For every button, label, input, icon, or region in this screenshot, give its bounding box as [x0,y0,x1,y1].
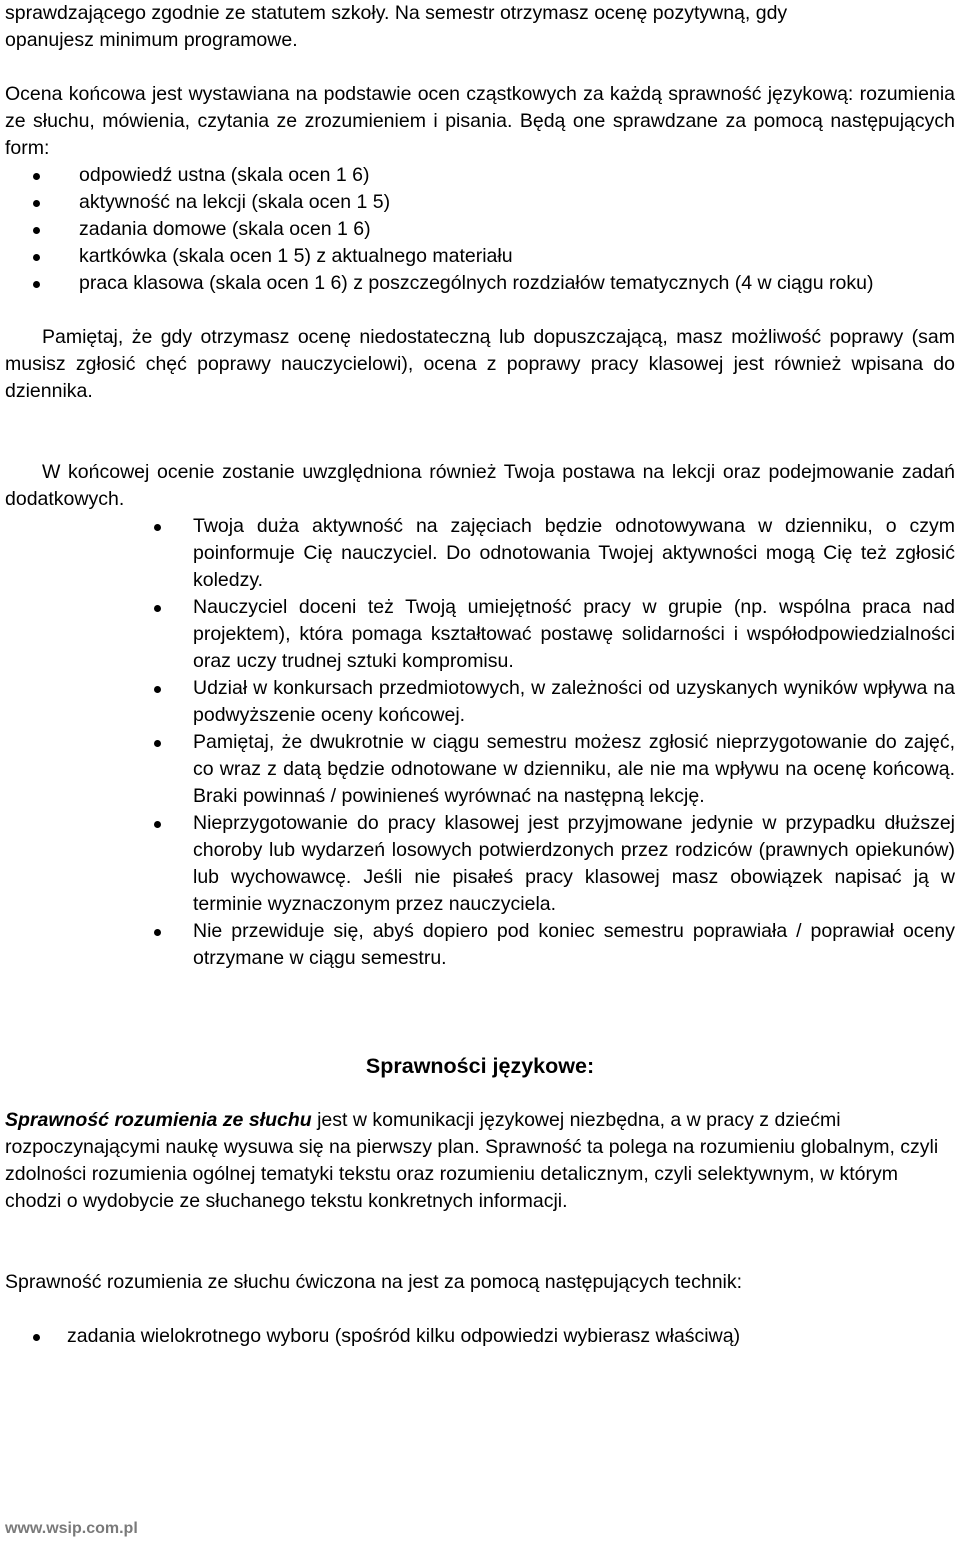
assessment-forms-list [5,162,955,297]
attitude-list [5,513,955,972]
list-item: Udział w konkursach przedmiotowych, w zależności od uzyskanych wyników wpływa na podwyższenie oceny końcowej. [5,675,955,729]
correction-note: Pamiętaj, że gdy otrzymasz ocenę niedostateczną lub dopuszczającą, masz możliwość poprawy (sam musisz zgłosić chęć poprawy nauczycielowi), ocena z poprawy pracy klasowej jest również wpisana do dziennika. [5,326,955,402]
techniques-intro: Sprawność rozumienia ze słuchu ćwiczona na jest za pomocą następujących technik: [5,1271,743,1293]
section-heading: Sprawności językowe: [365,1054,595,1078]
list-item: aktywność na lekcji (skala ocen 1 5) [5,189,955,216]
list-item: kartkówka (skala ocen 1 5) z aktualnego materiału [5,243,955,270]
list-item: Twoja duża aktywność na zajęciach będzie odnotowywana w dzienniku, o czym poinformuje Cię nauczyciel. Do odnotowania Twojej aktywności mogą Cię też zgłosić koledzy. [5,513,955,594]
listening-paragraph [5,1107,955,1215]
list-item: zadania domowe (skala ocen 1 6) [5,216,955,243]
document-page [5,0,955,1350]
list-item: zadania wielokrotnego wyboru (spośród kilku odpowiedzi wybierasz właściwą) [5,1323,955,1350]
intro-line-1: sprawdzającego zgodnie ze statutem szkoły. Na semestr otrzymasz ocenę pozytywną, gdy [5,2,788,24]
list-item: Nieprzygotowanie do pracy klasowej jest przyjmowane jedynie w przypadku dłuższej choroby lub wydarzeń losowych potwierdzonych przez rodziców (prawnych opiekunów) lub wychowawcę. Jeśli nie pisałeś pracy klasowej masz obowiązek napisać ją w terminie wyznaczonym przez nauczyciela. [5,810,955,918]
footer-url: www.wsip.com.pl [5,1520,138,1537]
list-item: Nie przewiduje się, abyś dopiero pod koniec semestru poprawiała / poprawiał oceny otrzymane w ciągu semestru. [5,918,955,972]
techniques-list [5,1323,955,1350]
attitude-intro: W końcowej ocenie zostanie uwzględniona również Twoja postawa na lekcji oraz podejmowanie zadań dodatkowych. [5,461,955,510]
listening-text: jest w komunikacji językowej niezbędna, a w pracy z dziećmi rozpoczynającymi naukę wysuwa się na pierwszy plan. Sprawność ta polega na rozumieniu globalnym, czyli zdolności rozumienia ogólnej tematyki tekstu oraz rozumieniu detalicznym, czyli selektywnym, w którym chodzi o wydobycie ze słuchanego tekstu konkretnych informacji. [5,1109,939,1212]
intro-line-2: opanujesz minimum programowe. [5,29,298,51]
list-item: odpowiedź ustna (skala ocen 1 6) [5,162,955,189]
list-item: Nauczyciel doceni też Twoją umiejętność pracy w grupie (np. wspólna praca nad projektem), która pomaga kształtować postawę solidarności i współodpowiedzialności oraz uczy trudnej sztuki kompromisu. [5,594,955,675]
list-item: praca klasowa (skala ocen 1 6) z poszczególnych rozdziałów tematycznych (4 w ciągu roku) [5,270,955,297]
final-grade-paragraph: Ocena końcowa jest wystawiana na podstawie ocen cząstkowych za każdą sprawność językową: rozumienia ze słuchu, mówienia, czytania ze zrozumieniem i pisania. Będą one sprawdzane za pomocą następujących form: [5,83,955,159]
list-item: Pamiętaj, że dwukrotnie w ciągu semestru możesz zgłosić nieprzygotowanie do zajęć, co wraz z datą będzie odnotowane w dzienniku, ale nie ma wpływu na ocenę końcową. Braki powinnaś / powinieneś wyrównać na następną lekcję. [5,729,955,810]
listening-term: Sprawność rozumienia ze słuchu [5,1109,312,1131]
